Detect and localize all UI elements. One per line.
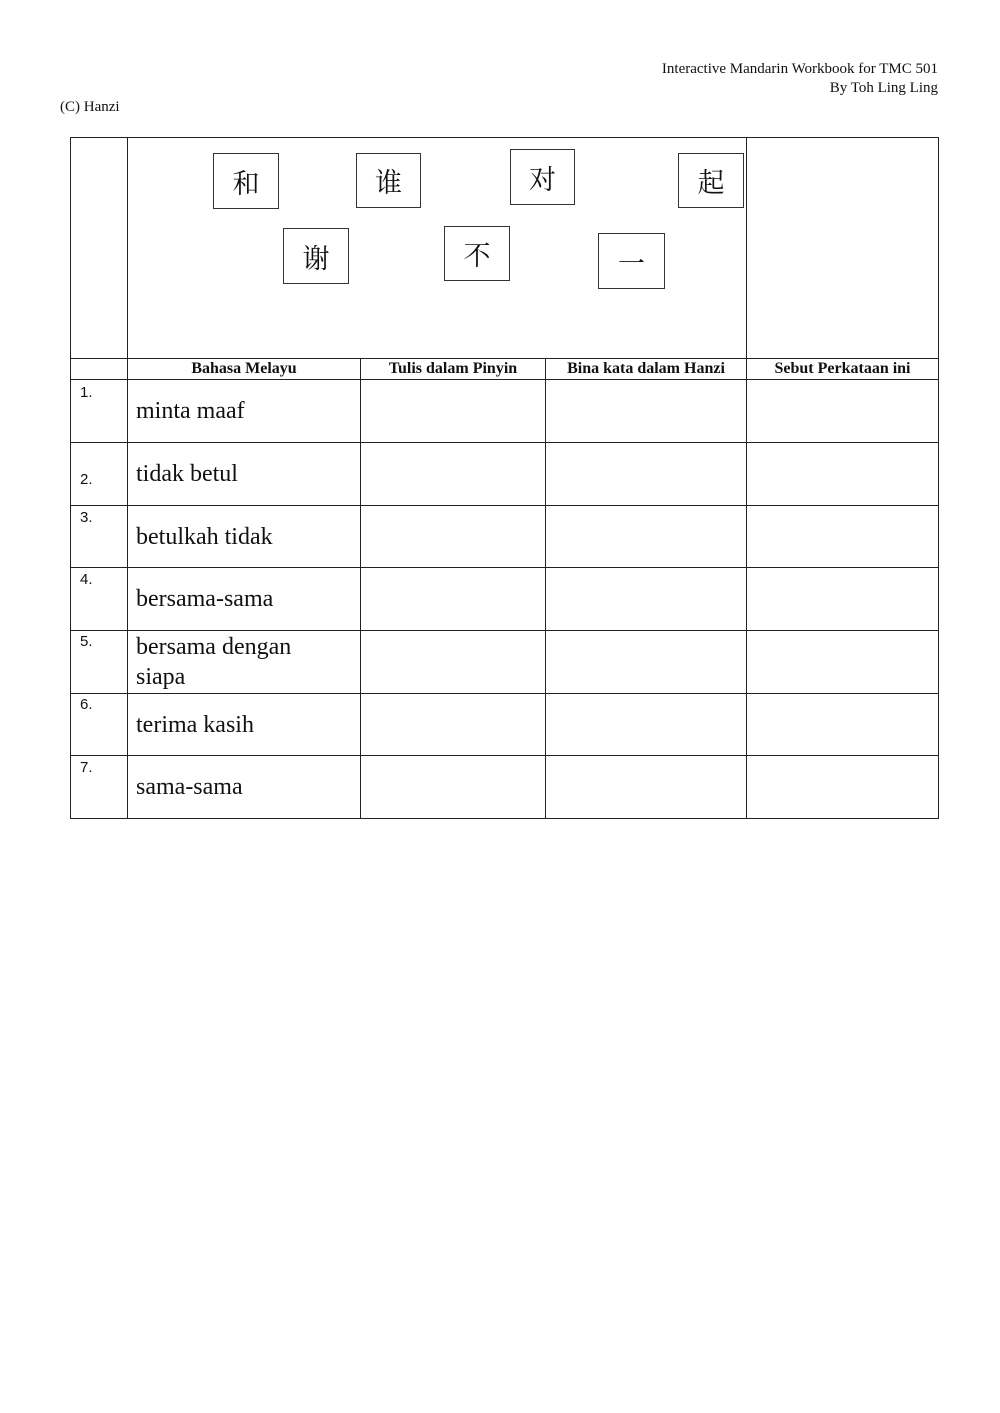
row-number: 4.: [80, 571, 93, 588]
row-number: 1.: [80, 384, 93, 401]
table-border-bottom: [70, 818, 939, 819]
speak-cell[interactable]: [747, 506, 938, 567]
hanzi-tile[interactable]: 对: [510, 149, 575, 205]
table-border-left: [70, 137, 71, 819]
malay-phrase: terima kasih: [136, 712, 254, 738]
hanzi-tile[interactable]: 谁: [356, 153, 421, 208]
hanzi-drop-cell[interactable]: [546, 506, 746, 567]
workbook-title: Interactive Mandarin Workbook for TMC 501: [661, 61, 938, 77]
column-header-pinyin: Tulis dalam Pinyin: [388, 360, 518, 377]
hanzi-tile[interactable]: 和: [213, 153, 279, 209]
malay-phrase: minta maaf: [136, 398, 245, 424]
pinyin-answer-cell[interactable]: [361, 506, 545, 567]
hanzi-tile[interactable]: 不: [444, 226, 510, 281]
malay-phrase: tidak betul: [136, 461, 238, 487]
column-header-hanzi: Bina kata dalam Hanzi: [567, 360, 725, 377]
malay-phrase: betulkah tidak: [136, 524, 273, 550]
pinyin-answer-cell[interactable]: [361, 631, 545, 693]
speak-cell[interactable]: [747, 568, 938, 630]
hanzi-drop-cell[interactable]: [546, 380, 746, 442]
malay-phrase: bersama dengan siapa: [136, 634, 292, 690]
row-number: 3.: [80, 509, 93, 526]
malay-phrase: sama-sama: [136, 774, 243, 800]
speak-cell[interactable]: [747, 380, 938, 442]
hanzi-drop-cell[interactable]: [546, 694, 746, 755]
row-number: 7.: [80, 759, 93, 776]
author-line: By Toh Ling Ling: [829, 80, 938, 96]
row-number: 6.: [80, 696, 93, 713]
hanzi-drop-cell[interactable]: [546, 568, 746, 630]
pinyin-answer-cell[interactable]: [361, 443, 545, 505]
page-header: [662, 60, 938, 98]
pinyin-answer-cell[interactable]: [361, 380, 545, 442]
malay-phrase: bersama-sama: [136, 586, 274, 612]
table-border-top: [70, 137, 939, 138]
speak-cell[interactable]: [747, 631, 938, 693]
pinyin-answer-cell[interactable]: [361, 694, 545, 755]
pinyin-answer-cell[interactable]: [361, 756, 545, 818]
table-border-right: [938, 137, 939, 819]
column-header-speak: Sebut Perkataan ini: [774, 360, 911, 377]
speak-cell[interactable]: [747, 694, 938, 755]
section-label: (C) Hanzi: [60, 99, 120, 115]
row-number: 5.: [80, 633, 93, 650]
column-header-malay: Bahasa Melayu: [191, 360, 297, 377]
hanzi-drop-cell[interactable]: [546, 631, 746, 693]
hanzi-tile[interactable]: 起: [678, 153, 744, 208]
pinyin-answer-cell[interactable]: [361, 568, 545, 630]
worksheet-table: [70, 137, 939, 819]
hanzi-tile[interactable]: 一: [598, 233, 665, 289]
hanzi-drop-cell[interactable]: [546, 756, 746, 818]
speak-cell[interactable]: [747, 756, 938, 818]
speak-cell[interactable]: [747, 443, 938, 505]
hanzi-drop-cell[interactable]: [546, 443, 746, 505]
table-divider-number-col: [127, 137, 128, 819]
hanzi-tile[interactable]: 谢: [283, 228, 349, 284]
row-number: 2.: [80, 471, 93, 488]
